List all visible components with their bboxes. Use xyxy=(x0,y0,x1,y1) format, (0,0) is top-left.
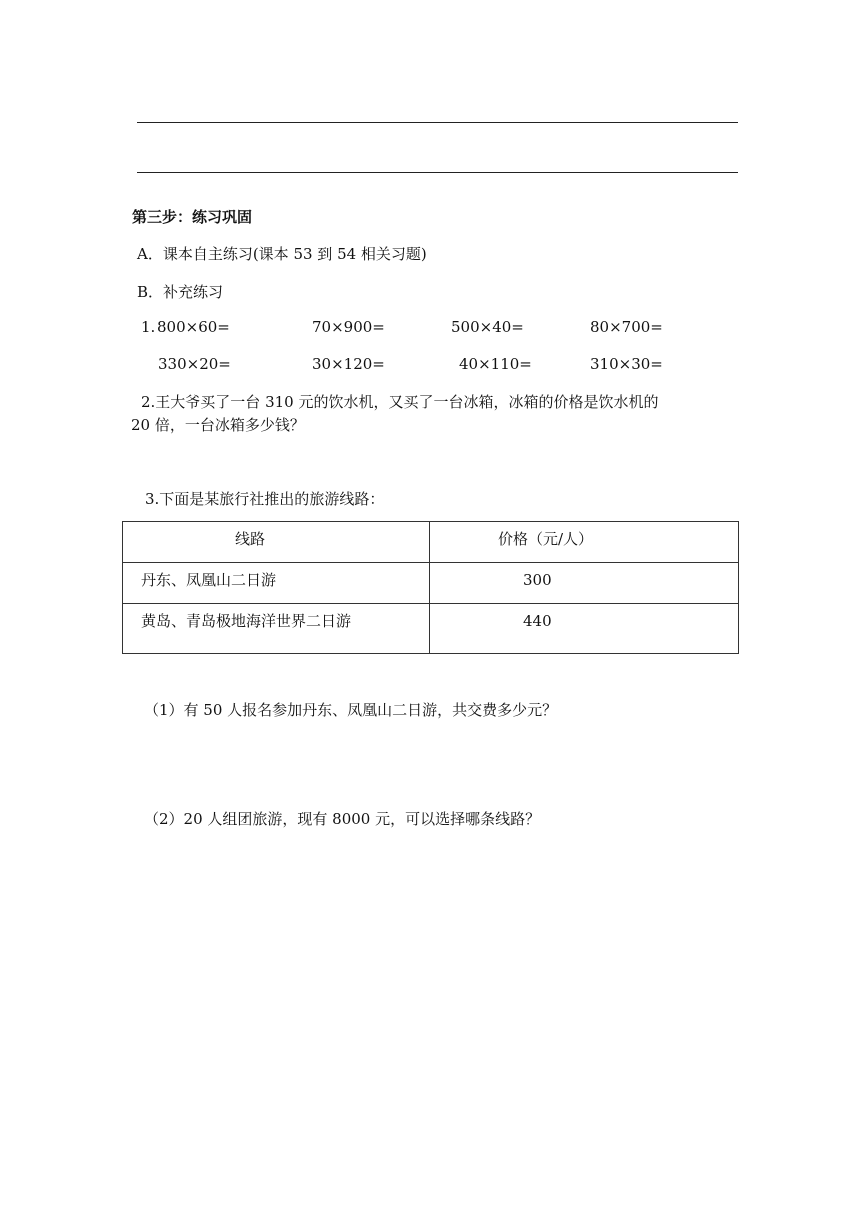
q1-expression: 500×40= xyxy=(451,318,524,336)
part-a-text: A．课本自主练习(课本 53 到 54 相关习题) xyxy=(137,245,427,263)
route-header: 线路 xyxy=(235,530,266,548)
table-header-cell xyxy=(430,522,739,563)
table-row xyxy=(123,604,739,654)
q1-expression: 800×60= xyxy=(157,318,230,336)
q1-expression: 30×120= xyxy=(312,355,385,373)
table-cell xyxy=(123,604,430,654)
routes-table xyxy=(122,521,739,654)
table-cell xyxy=(123,563,430,604)
part-b-text: B．补充练习 xyxy=(137,283,224,301)
table-cell xyxy=(430,604,739,654)
q1-expression: 80×700= xyxy=(590,318,663,336)
q1-expression: 310×30= xyxy=(590,355,663,373)
route-name: 黄岛、青岛极地海洋世界二日游 xyxy=(141,612,352,630)
price-header: 价格（元/人） xyxy=(498,530,594,548)
route-price: 440 xyxy=(523,612,552,630)
table-row xyxy=(123,563,739,604)
section-title: 第三步：练习巩固 xyxy=(132,208,253,226)
table-header-row xyxy=(123,522,739,563)
answer-line-1 xyxy=(137,122,738,123)
q3-intro: 3.下面是某旅行社推出的旅游线路： xyxy=(145,490,385,508)
route-name: 丹东、凤凰山二日游 xyxy=(141,571,277,589)
q2-text-line1: 2.王大爷买了一台 310 元的饮水机，又买了一台冰箱，冰箱的价格是饮水机的 xyxy=(141,393,659,411)
answer-line-2 xyxy=(137,172,738,173)
q3-sub1: （1）有 50 人报名参加丹东、凤凰山二日游，共交费多少元？ xyxy=(144,701,558,719)
table-header-cell xyxy=(123,522,430,563)
route-price: 300 xyxy=(523,571,552,589)
q3-sub2: （2）20 人组团旅游，现有 8000 元，可以选择哪条线路？ xyxy=(144,810,541,828)
q1-label: 1. xyxy=(141,318,156,336)
table-cell xyxy=(430,563,739,604)
q2-text-line2: 20 倍，一台冰箱多少钱？ xyxy=(131,416,305,434)
q1-expression: 330×20= xyxy=(158,355,231,373)
q1-expression: 70×900= xyxy=(312,318,385,336)
q1-expression: 40×110= xyxy=(459,355,532,373)
